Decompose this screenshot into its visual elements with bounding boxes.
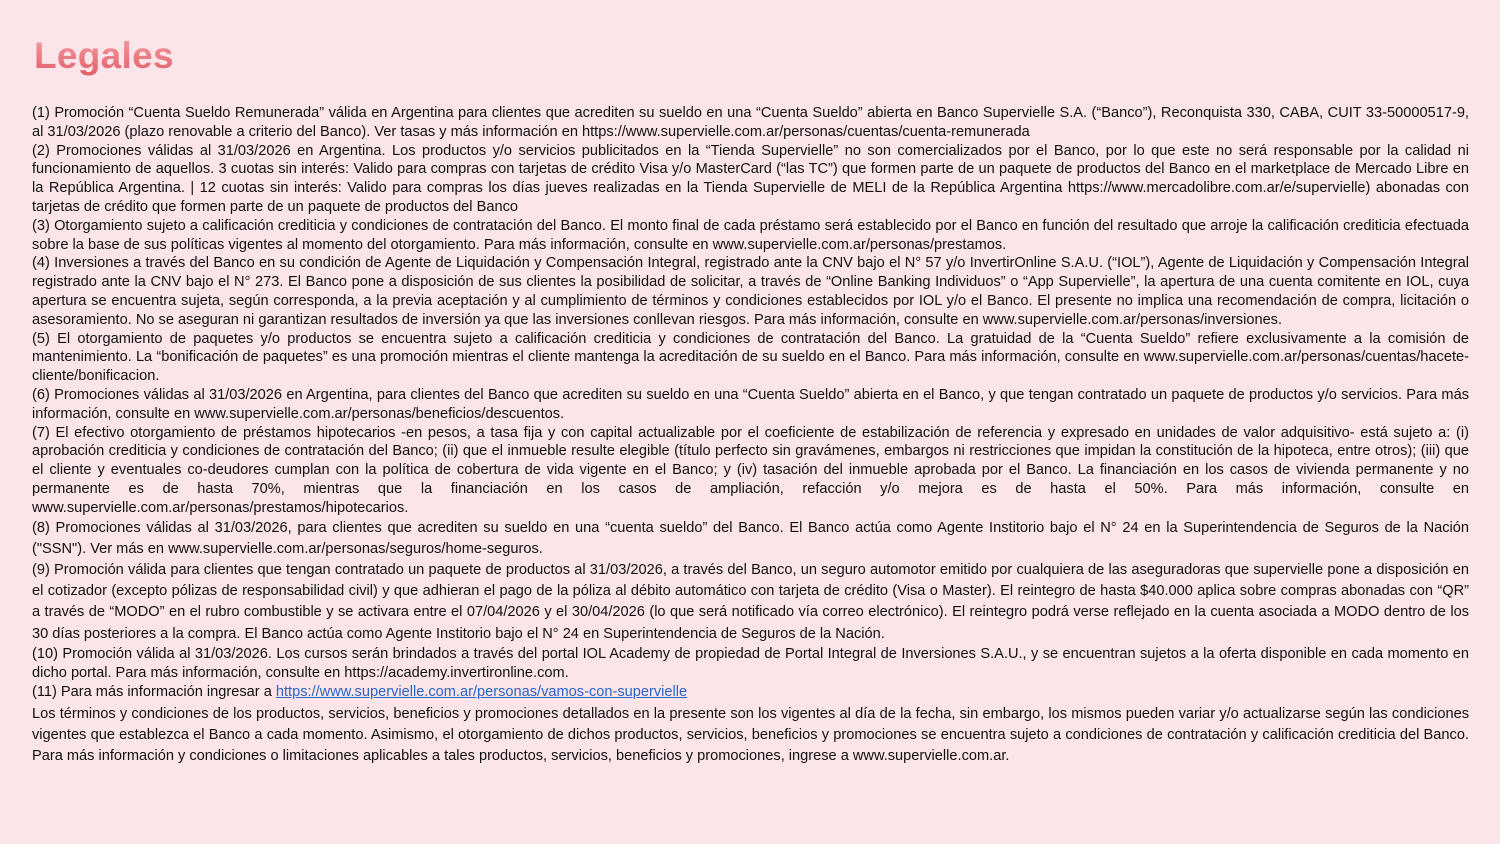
legal-note-5: (5) El otorgamiento de paquetes y/o productos se encuentra sujeto a calificación crediticia y condiciones de contratación del Banco. La gratuidad de la “Cuenta Sueldo” refiere exclusivamente a la comisión de mantenimiento. La “bonificación de paquetes” es una promoción mientras el cliente mantenga la acreditación de su sueldo en el Banco. Para más información, consulte en www.supervielle.com.ar/personas/cuentas/hacete-cliente/bonificacion. [32,330,1469,385]
legal-note-4: (4) Inversiones a través del Banco en su condición de Agente de Liquidación y Compensación Integral, registrado ante la CNV bajo el N° 57 y/o InvertirOnline S.A.U. (“IOL”), Agente de Liquidación y Compensación Integral registrado ante la CNV bajo el N° 273. El Banco pone a disposición de sus clientes la posibilidad de solicitar, a través de “Online Banking Individuos” o “App Supervielle”, la apertura de una cuenta comitente en IOL, cuya apertura se encuentra sujeta, según corresponda, a la previa aceptación y al cumplimiento de términos y condiciones establecidos por IOL y/o el Banco. El presente no implica una recomendación de compra, licitación o asesoramiento. No se aseguran ni garantizan resultados de inversión ya que las inversiones conllevan riesgos. Para más información, consulte en www.supervielle.com.ar/personas/inversiones. [32,255,1469,328]
legal-note-6: (6) Promociones válidas al 31/03/2026 en Argentina, para clientes del Banco que acrediten su sueldo en una “Cuenta Sueldo” abierta en el Banco, y que tengan contratado un paquete de productos y/o servicios. Para más información, consulte en www.supervielle.com.ar/personas/beneficios/descuentos. [32,386,1469,422]
legal-note-3: (3) Otorgamiento sujeto a calificación crediticia y condiciones de contratación del Banco. El monto final de cada préstamo será establecido por el Banco en función del resultado que arroje la calificación crediticia efectuada sobre la base de sus políticas vigentes al momento del otorgamiento. Para más información, consulte en www.supervielle.com.ar/personas/prestamos. [32,217,1469,253]
legal-note-7: (7) El efectivo otorgamiento de préstamos hipotecarios -en pesos, a tasa fija y con capital actualizable por el coeficiente de estabilización de referencia y expresado en unidades de valor adquisitivo- está sujeto a: (i) aprobación crediticia y condiciones de contratación del Banco; (ii) que el inmueble resulte elegible (título perfecto sin gravámenes, embargos ni restricciones que impidan la constitución de la hipoteca, entre otros); (iii) que el cliente y eventuales co-deudores cumplan con la política de cobertura de vida vigente en el Banco; y (iv) tasación del inmueble aprobada por el Banco. La financiación en los casos de vivienda permanente y no permanente es de hasta 70%, mientras que la financiación en los casos de ampliación, refacción y/o mejora es de hasta el 50%. Para más información, consulte en www.supervielle.com.ar/personas/prestamos/hipotecarios. [32,424,1469,516]
legal-note-1: (1) Promoción “Cuenta Sueldo Remunerada” válida en Argentina para clientes que acrediten su sueldo en una “Cuenta Sueldo” abierta en Banco Supervielle S.A. (“Banco”), Reconquista 330, CABA, CUIT 33-50000517-9, al 31/03/2026 (plazo renovable a criterio del Banco). Ver tasas y más información en https://www.supervielle.com.ar/personas/cuentas/cuenta-remunerada [32,105,1469,140]
legal-text-block [32,104,1469,767]
page-title: Legales [34,35,174,76]
legal-note-2: (2) Promociones válidas al 31/03/2026 en Argentina. Los productos y/o servicios publicitados en la “Tienda Supervielle” no son comercializados por el Banco, por lo que este no será responsable por la calidad ni funcionamiento de aquellos. 3 cuotas sin interés: Valido para compras con tarjetas de crédito Visa y/o MasterCard (“las TC”) que formen parte de un paquete de productos del Banco en el marketplace de Mercado Libre en la República Argentina. | 12 cuotas sin interés: Valido para compras los días jueves realizadas en la Tienda Supervielle de MELI de la República Argentina https://www.mercadolibre.com.ar/e/supervielle) abonadas con tarjetas de crédito que formen parte de un paquete de productos del Banco [32,142,1469,215]
legal-note-10: (10) Promoción válida al 31/03/2026. Los cursos serán brindados a través del portal IOL Academy de propiedad de Portal Integral de Inversiones S.A.U., y se encuentran sujetos a la oferta disponible en cada momento en dicho portal. Para más información, consulte en https://academy.invertironline.com. [32,645,1469,681]
legal-note-9: (9) Promoción válida para clientes que tengan contratado un paquete de productos al 31/03/2026, a través del Banco, un seguro automotor emitido por cualquiera de las aseguradoras que supervielle pone a disposición en el cotizador (excepto pólizas de responsabilidad civil) y que adhieran el pago de la póliza al débito automático con tarjeta de crédito (Visa o Master). El reintegro de hasta $40.000 aplica sobre compras abonadas con “QR” a través de “MODO” en el rubro combustible y se activara entre el 07/04/2026 y el 30/04/2026 (lo que será notificado vía correo electrónico). El reintegro podrá verse reflejado en la cuenta asociada a MODO dentro de los 30 días posteriores a la compra. El Banco actúa como Agente Institorio bajo el N° 24 en Superintendencia de Seguros de la Nación. [32,561,1469,642]
legal-closing-paragraph: Los términos y condiciones de los productos, servicios, beneficios y promociones detallados en la presente son los vigentes al día de la fecha, sin embargo, los mismos pueden variar y/o actualizarse según las condiciones vigentes que establezca el Banco a cada momento. Asimismo, el otorgamiento de dichos productos, servicios, beneficios y promociones se encuentra sujeto a condiciones de contratación y calificación crediticia del Banco. Para más información y condiciones o limitaciones aplicables a tales productos, servicios, beneficios y promociones, ingrese a www.supervielle.com.ar. [32,705,1469,764]
legal-note-11-prefix: (11) Para más información ingresar a [32,684,276,701]
legal-note-11 [32,682,1469,703]
legal-note-8: (8) Promociones válidas al 31/03/2026, para clientes que acrediten su sueldo en una “cuenta sueldo” del Banco. El Banco actúa como Agente Institorio bajo el N° 24 en la Superintendencia de Seguros de la Nación ("SSN"). Ver más en www.supervielle.com.ar/personas/seguros/home-seguros. [32,519,1469,557]
vamos-con-supervielle-link[interactable]: https://www.supervielle.com.ar/personas/vamos-con-supervielle [275,684,688,701]
